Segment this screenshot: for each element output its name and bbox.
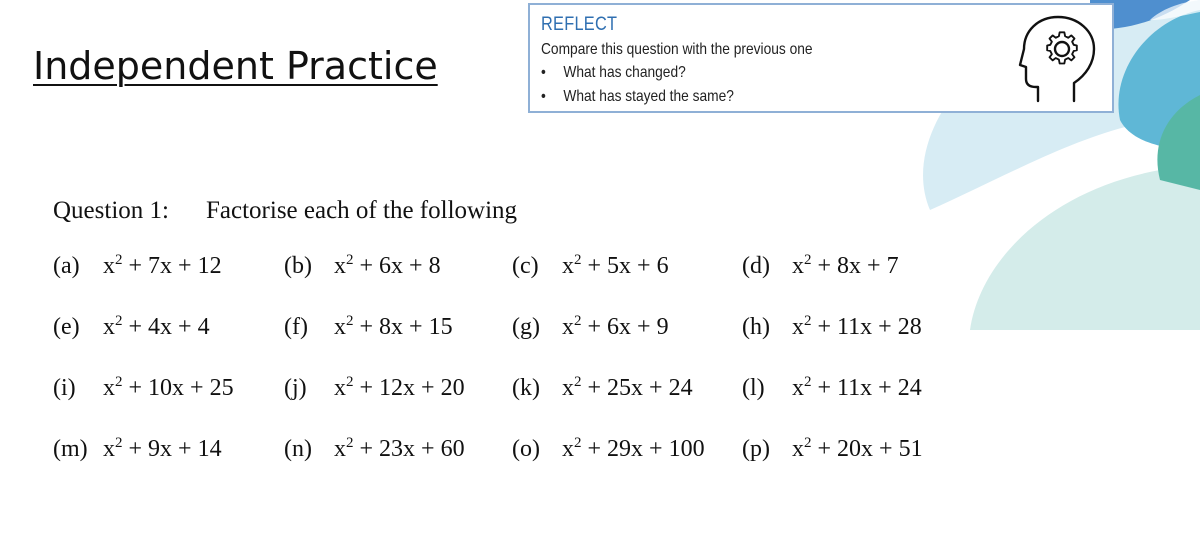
problem-expression: $x^2 + 6x + 8$ bbox=[334, 252, 441, 279]
problem-label: (j) bbox=[284, 375, 307, 401]
problem-label: (c) bbox=[512, 253, 539, 279]
problem-expression: $x^2 + 12x + 20$ bbox=[334, 374, 465, 401]
problem-expression: $x^2 + 8x + 7$ bbox=[792, 252, 899, 279]
problem-c bbox=[512, 253, 669, 280]
problem-label: (i) bbox=[53, 375, 76, 401]
problem-label: (n) bbox=[284, 436, 312, 462]
reflect-heading: REFLECT bbox=[541, 14, 618, 35]
reflect-box bbox=[528, 3, 1114, 113]
problem-g bbox=[512, 314, 669, 341]
problem-expression: $x^2 + 11x + 28$ bbox=[792, 313, 922, 340]
problem-label: (k) bbox=[512, 375, 540, 401]
problem-h bbox=[742, 314, 922, 341]
reflect-prompt: Compare this question with the previous one bbox=[541, 41, 813, 58]
problem-expression: $x^2 + 5x + 6$ bbox=[562, 252, 669, 279]
reflect-bullet: • What has changed? bbox=[541, 64, 686, 81]
problem-o bbox=[512, 436, 705, 463]
reflect-bullet: • What has stayed the same? bbox=[541, 88, 734, 105]
problem-l bbox=[742, 375, 922, 402]
problem-label: (g) bbox=[512, 314, 540, 340]
problem-label: (e) bbox=[53, 314, 80, 340]
problem-e bbox=[53, 314, 210, 341]
reflect-bullet-list bbox=[541, 64, 765, 112]
problem-label: (b) bbox=[284, 253, 312, 279]
question-heading bbox=[53, 197, 517, 225]
problem-i bbox=[53, 375, 234, 402]
problem-label: (f) bbox=[284, 314, 308, 340]
problem-j bbox=[284, 375, 465, 402]
problem-label: (m) bbox=[53, 436, 88, 462]
problem-expression: $x^2 + 29x + 100$ bbox=[562, 435, 705, 462]
problem-f bbox=[284, 314, 453, 341]
problem-expression: $x^2 + 25x + 24$ bbox=[562, 374, 693, 401]
head-gear-icon bbox=[1018, 13, 1100, 105]
problem-b bbox=[284, 253, 441, 280]
problem-label: (h) bbox=[742, 314, 770, 340]
problem-expression: $x^2 + 9x + 14$ bbox=[103, 435, 222, 462]
problem-expression: $x^2 + 7x + 12$ bbox=[103, 252, 222, 279]
problem-expression: $x^2 + 11x + 24$ bbox=[792, 374, 922, 401]
problem-a bbox=[53, 253, 222, 280]
problem-expression: $x^2 + 20x + 51$ bbox=[792, 435, 923, 462]
problem-d bbox=[742, 253, 899, 280]
page-title: Independent Practice bbox=[33, 44, 438, 88]
problem-expression: $x^2 + 4x + 4$ bbox=[103, 313, 210, 340]
problem-label: (p) bbox=[742, 436, 770, 462]
problem-p bbox=[742, 436, 923, 463]
problem-expression: $x^2 + 8x + 15$ bbox=[334, 313, 453, 340]
problem-expression: $x^2 + 23x + 60$ bbox=[334, 435, 465, 462]
problem-label: (a) bbox=[53, 253, 80, 279]
problem-label: (l) bbox=[742, 375, 765, 401]
question-number: Question 1: bbox=[53, 197, 169, 224]
question-instruction: Factorise each of the following bbox=[206, 197, 518, 224]
problem-label: (d) bbox=[742, 253, 770, 279]
problem-k bbox=[512, 375, 693, 402]
problem-expression: $x^2 + 10x + 25$ bbox=[103, 374, 234, 401]
problem-n bbox=[284, 436, 465, 463]
problem-expression: $x^2 + 6x + 9$ bbox=[562, 313, 669, 340]
problem-label: (o) bbox=[512, 436, 540, 462]
problem-m bbox=[53, 436, 222, 463]
